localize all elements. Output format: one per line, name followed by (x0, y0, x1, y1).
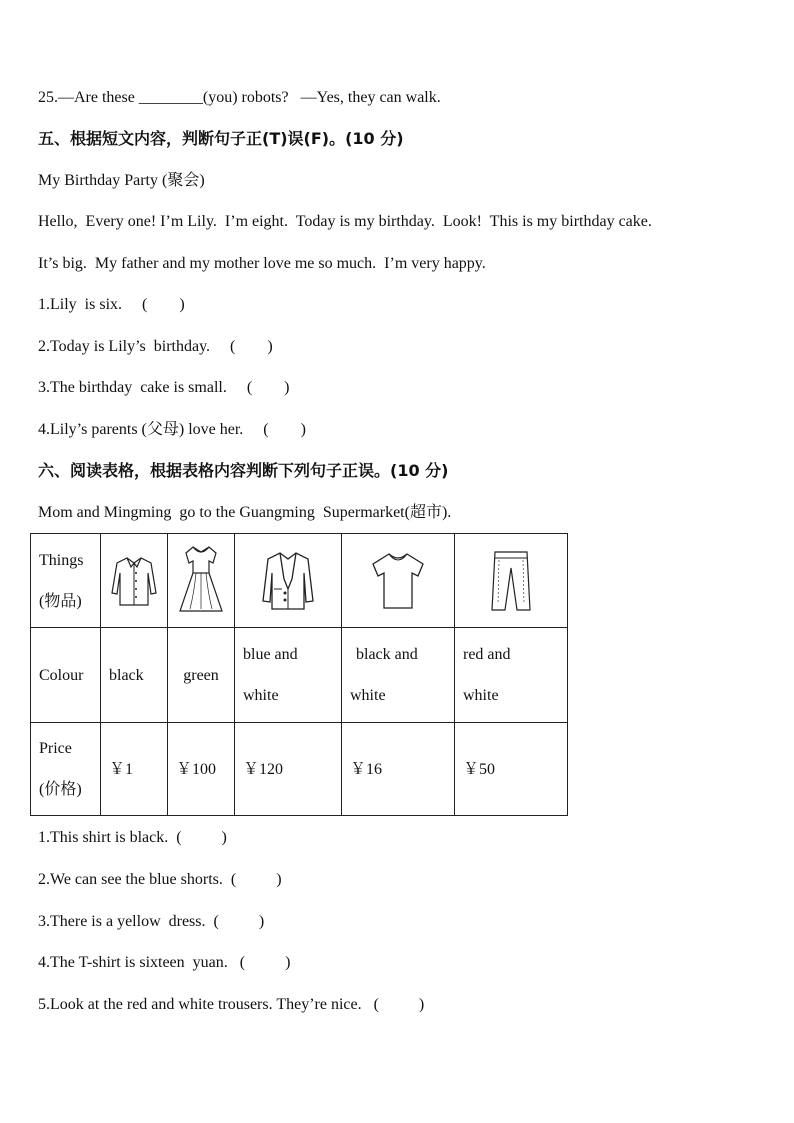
price-cell: ￥16 (342, 723, 455, 816)
item-cell-trousers (455, 534, 568, 628)
table-row-colour (31, 628, 568, 723)
things-label: Things (39, 551, 84, 569)
passage-title: My Birthday Party (聚会) (38, 172, 205, 189)
passage-line-2: It’s big. My father and my mother love me so much. I’m very happy. (38, 255, 486, 272)
price-cell: ￥120 (235, 723, 342, 816)
jacket-icon (260, 549, 316, 613)
s6-question-3: 3.There is a yellow dress. ( ) (38, 913, 265, 930)
s5-question-1: 1.Lily is six. ( ) (38, 296, 185, 313)
price-cell: ￥1 (101, 723, 168, 816)
table-row-price (31, 723, 568, 816)
section-5-title: 五、根据短文内容，判断句子正(T)误(F)。(10 分) (38, 129, 404, 148)
section-6-intro: Mom and Mingming go to the Guangming Supermarket(超市). (38, 504, 452, 521)
table-row-things (31, 534, 568, 628)
colour-cell: black (101, 628, 168, 723)
price-cell: ￥100 (168, 723, 235, 816)
colour-cell: green (168, 628, 235, 723)
s6-question-5: 5.Look at the red and white trousers. They’re nice. ( ) (38, 996, 425, 1013)
colour-cell: black and white (342, 628, 455, 723)
item-cell-shirt (101, 534, 168, 628)
colour-header: Colour (31, 628, 101, 723)
section-6-title: 六、阅读表格，根据表格内容判断下列句子正误。(10 分) (38, 461, 449, 480)
s5-question-3: 3.The birthday cake is small. ( ) (38, 379, 290, 396)
passage-line-1: Hello, Every one! I’m Lily. I’m eight. Today is my birthday. Look! This is my birthday cake. (38, 213, 652, 230)
s5-question-2: 2.Today is Lily’s birthday. ( ) (38, 338, 273, 355)
item-cell-dress (168, 534, 235, 628)
things-label-cn: (物品) (39, 592, 82, 610)
price-label: Price (39, 740, 72, 757)
s6-question-1: 1.This shirt is black. ( ) (38, 829, 227, 846)
dress-icon (176, 543, 226, 618)
s5-question-4: 4.Lily’s parents (父母) love her. ( ) (38, 421, 306, 438)
things-header (31, 534, 101, 628)
price-header (31, 723, 101, 816)
price-label-cn: (价格) (39, 781, 82, 798)
question-25: 25.—Are these ________(you) robots? —Yes, they can walk. (38, 89, 441, 106)
trousers-icon (489, 548, 533, 614)
colour-cell: red and white (455, 628, 568, 723)
tshirt-icon (369, 550, 427, 612)
item-cell-tshirt (342, 534, 455, 628)
goods-table (30, 533, 568, 816)
s6-question-2: 2.We can see the blue shorts. ( ) (38, 871, 282, 888)
colour-cell: blue and white (235, 628, 342, 723)
shirt-icon (109, 553, 159, 608)
item-cell-jacket (235, 534, 342, 628)
s6-question-4: 4.The T-shirt is sixteen yuan. ( ) (38, 954, 291, 971)
price-cell: ￥50 (455, 723, 568, 816)
